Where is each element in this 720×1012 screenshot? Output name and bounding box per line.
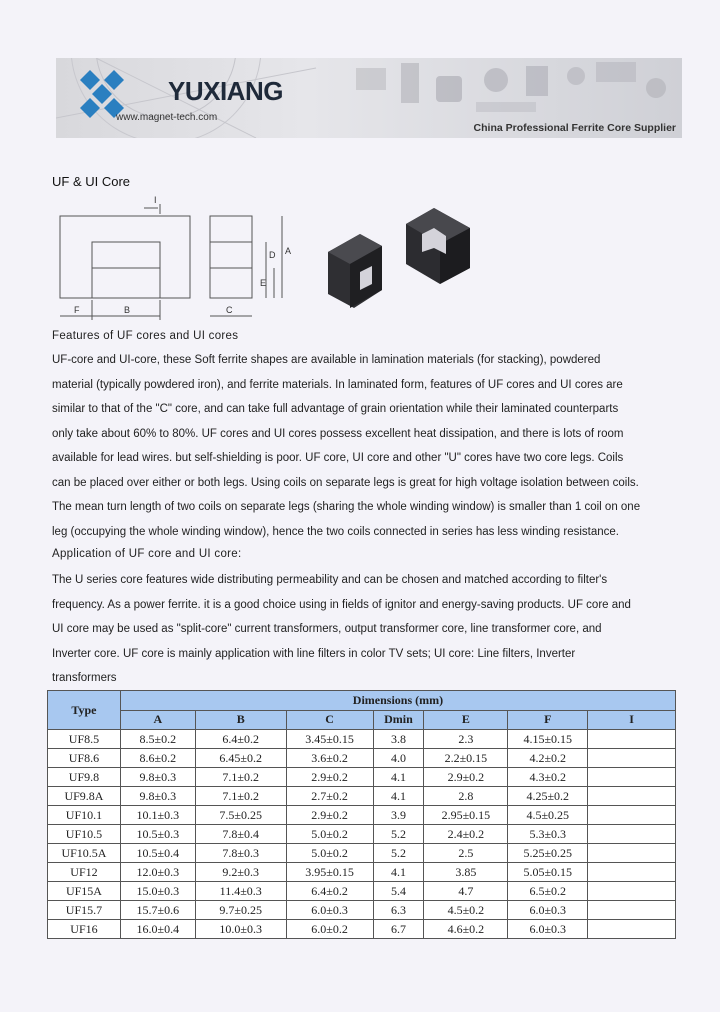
dimension-cell: 10.5±0.3 — [120, 825, 195, 844]
dimension-cell: 6.0±0.3 — [508, 920, 588, 939]
column-header-row — [48, 710, 676, 730]
core-type-cell: UF10.5A — [48, 844, 121, 863]
dimension-cell: 9.8±0.3 — [120, 787, 195, 806]
table-row — [48, 844, 676, 863]
dimension-cell — [588, 730, 676, 749]
header-banner — [56, 58, 682, 138]
dimension-cell: 2.9±0.2 — [286, 768, 373, 787]
dimension-cell: 5.3±0.3 — [508, 825, 588, 844]
dimension-cell: 4.5±0.2 — [424, 901, 508, 920]
dimension-cell: 3.45±0.15 — [286, 730, 373, 749]
dim-label-c: C — [226, 305, 233, 315]
application-line: The U series core features wide distributing permeability and can be chosen and matched according to filter's — [52, 574, 608, 586]
dimension-cell: 8.6±0.2 — [120, 749, 195, 768]
uf-core-product-photo — [322, 200, 492, 320]
dimension-cell — [588, 787, 676, 806]
dimension-cell: 4.0 — [373, 749, 424, 768]
dimension-cell: 15.0±0.3 — [120, 882, 195, 901]
core-type-cell: UF16 — [48, 920, 121, 939]
dimension-cell: 6.0±0.2 — [286, 920, 373, 939]
dimension-cell: 4.5±0.25 — [508, 806, 588, 825]
dimension-cell: 3.6±0.2 — [286, 749, 373, 768]
dimension-cell: 7.5±0.25 — [195, 806, 286, 825]
core-type-cell: UF10.1 — [48, 806, 121, 825]
dimension-cell — [588, 749, 676, 768]
column-header: I — [588, 710, 676, 730]
tagline: China Professional Ferrite Core Supplier — [473, 122, 676, 134]
table-row — [48, 730, 676, 749]
column-header: C — [286, 710, 373, 730]
dimension-cell: 2.9±0.2 — [286, 806, 373, 825]
core-type-cell: UF8.6 — [48, 749, 121, 768]
features-title: Features of UF cores and UI cores — [52, 330, 239, 342]
dimension-cell: 2.95±0.15 — [424, 806, 508, 825]
dimension-cell: 3.9 — [373, 806, 424, 825]
column-header: F — [508, 710, 588, 730]
dimension-cell: 5.4 — [373, 882, 424, 901]
core-type-cell: UF10.5 — [48, 825, 121, 844]
core-type-cell: UF15.7 — [48, 901, 121, 920]
dimension-cell: 2.4±0.2 — [424, 825, 508, 844]
dimension-cell: 6.4±0.2 — [195, 730, 286, 749]
table-row — [48, 806, 676, 825]
dimension-cell: 4.6±0.2 — [424, 920, 508, 939]
brand-name: YUXIANG — [168, 76, 283, 106]
dimension-cell: 12.0±0.3 — [120, 863, 195, 882]
features-paragraph — [52, 348, 672, 544]
dimension-cell: 4.2±0.2 — [508, 749, 588, 768]
dim-label-b: B — [124, 305, 131, 315]
dimension-cell: 4.7 — [424, 882, 508, 901]
features-line: can be placed over either or both legs. Using coils on separate legs is great for high voltage isolation between coils. — [52, 476, 639, 489]
dimension-cell: 4.1 — [373, 768, 424, 787]
application-title: Application of UF core and UI core: — [52, 548, 242, 560]
features-line: available for lead wires. but self-shielding is poor. UF core, UI core and other "U" cores have two core legs. Coils — [52, 452, 624, 464]
dimension-cell: 6.3 — [373, 901, 424, 920]
table-row — [48, 882, 676, 901]
features-line: UF-core and UI-core, these Soft ferrite shapes are available in lamination materials (for stacking), powdered — [52, 354, 601, 366]
dimension-cell: 6.0±0.3 — [508, 901, 588, 920]
dimension-cell: 5.0±0.2 — [286, 844, 373, 863]
table-row — [48, 901, 676, 920]
application-line: frequency. As a power ferrite. it is a good choice using in fields of ignitor and energy-saving products. UF core and — [52, 598, 631, 611]
dimension-cell: 4.1 — [373, 863, 424, 882]
dimension-cell: 2.5 — [424, 844, 508, 863]
dimension-cell: 11.4±0.3 — [195, 882, 286, 901]
dimension-cell: 5.0±0.2 — [286, 825, 373, 844]
dimension-cell: 5.05±0.15 — [508, 863, 588, 882]
uf-core-dimension-drawing — [52, 194, 302, 324]
dimension-cell: 4.15±0.15 — [508, 730, 588, 749]
dimension-cell: 4.3±0.2 — [508, 768, 588, 787]
dimension-cell — [588, 844, 676, 863]
website-url[interactable]: www.magnet-tech.com — [116, 112, 218, 123]
dimension-cell — [588, 806, 676, 825]
dimension-cell: 4.25±0.2 — [508, 787, 588, 806]
dimension-cell: 9.2±0.3 — [195, 863, 286, 882]
application-line: transformers — [52, 672, 117, 684]
table-row — [48, 787, 676, 806]
dimension-cell — [588, 863, 676, 882]
dimension-cell: 7.1±0.2 — [195, 768, 286, 787]
type-header: Type — [48, 691, 121, 730]
dimension-cell: 9.8±0.3 — [120, 768, 195, 787]
column-header: A — [120, 710, 195, 730]
dimension-cell: 6.5±0.2 — [508, 882, 588, 901]
dimension-cell: 8.5±0.2 — [120, 730, 195, 749]
dimension-cell: 6.4±0.2 — [286, 882, 373, 901]
dimension-cell: 16.0±0.4 — [120, 920, 195, 939]
dimensions-header: Dimensions (mm) — [120, 691, 675, 711]
dimension-cell: 3.8 — [373, 730, 424, 749]
page-title: UF & UI Core — [52, 174, 131, 189]
table-row — [48, 749, 676, 768]
core-type-cell: UF15A — [48, 882, 121, 901]
core-type-cell: UF9.8 — [48, 768, 121, 787]
features-line: material (typically powdered iron), and ferrite materials. In laminated form, features of UF cores and UI cores are — [52, 378, 623, 391]
dim-label-f: F — [74, 305, 80, 315]
dim-label-i: I — [154, 195, 157, 205]
dimension-cell: 15.7±0.6 — [120, 901, 195, 920]
dim-label-a: A — [285, 246, 292, 256]
dimension-cell — [588, 920, 676, 939]
dimension-cell: 6.7 — [373, 920, 424, 939]
dimension-cell: 5.25±0.25 — [508, 844, 588, 863]
features-line: similar to that of the "C" core, and can take full advantage of grain orientation while their laminated counterparts — [52, 403, 619, 415]
dimension-cell: 5.2 — [373, 844, 424, 863]
dimension-cell: 2.8 — [424, 787, 508, 806]
application-line: Inverter core. UF core is mainly application with line filters in color TV sets; UI core: Line filters, Inverter — [52, 647, 576, 660]
dimension-cell: 2.9±0.2 — [424, 768, 508, 787]
table-row — [48, 863, 676, 882]
features-line: leg (occupying the whole winding window), hence the two coils connected in series has less winding resistance. — [52, 525, 620, 538]
dimension-cell — [588, 901, 676, 920]
table-row — [48, 825, 676, 844]
dimensions-table — [47, 690, 676, 939]
dimension-cell: 3.95±0.15 — [286, 863, 373, 882]
dimension-cell: 10.1±0.3 — [120, 806, 195, 825]
table-row — [48, 920, 676, 939]
application-paragraph — [52, 568, 672, 691]
core-type-cell: UF12 — [48, 863, 121, 882]
dimension-cell: 6.0±0.3 — [286, 901, 373, 920]
dimension-cell: 9.7±0.25 — [195, 901, 286, 920]
column-header: B — [195, 710, 286, 730]
core-type-cell: UF8.5 — [48, 730, 121, 749]
dimension-cell: 2.3 — [424, 730, 508, 749]
dimension-cell: 7.8±0.3 — [195, 844, 286, 863]
features-line: only take about 60% to 80%. UF cores and UI cores possess excellent heat dissipation, and there is lots of room — [52, 427, 624, 440]
dimension-cell: 4.1 — [373, 787, 424, 806]
dimension-cell: 7.8±0.4 — [195, 825, 286, 844]
dimension-cell: 10.5±0.4 — [120, 844, 195, 863]
features-line: The mean turn length of two coils on separate legs (sharing the whole winding window) is smaller than 1 coil on one — [52, 501, 641, 513]
dimension-cell — [588, 768, 676, 787]
column-header: E — [424, 710, 508, 730]
dimension-cell: 6.45±0.2 — [195, 749, 286, 768]
dimension-cell: 3.85 — [424, 863, 508, 882]
dimension-cell — [588, 882, 676, 901]
dimension-cell: 2.2±0.15 — [424, 749, 508, 768]
table-row — [48, 768, 676, 787]
dimension-cell — [588, 825, 676, 844]
dim-label-e: E — [260, 278, 267, 288]
dimension-cell: 2.7±0.2 — [286, 787, 373, 806]
application-line: UI core may be used as "split-core" current transformers, output transformer core, line transformer core, and — [52, 623, 602, 635]
dimension-cell: 7.1±0.2 — [195, 787, 286, 806]
dimension-cell: 5.2 — [373, 825, 424, 844]
dim-label-d: D — [269, 250, 276, 260]
dimension-cell: 10.0±0.3 — [195, 920, 286, 939]
column-header: Dmin — [373, 710, 424, 730]
core-type-cell: UF9.8A — [48, 787, 121, 806]
